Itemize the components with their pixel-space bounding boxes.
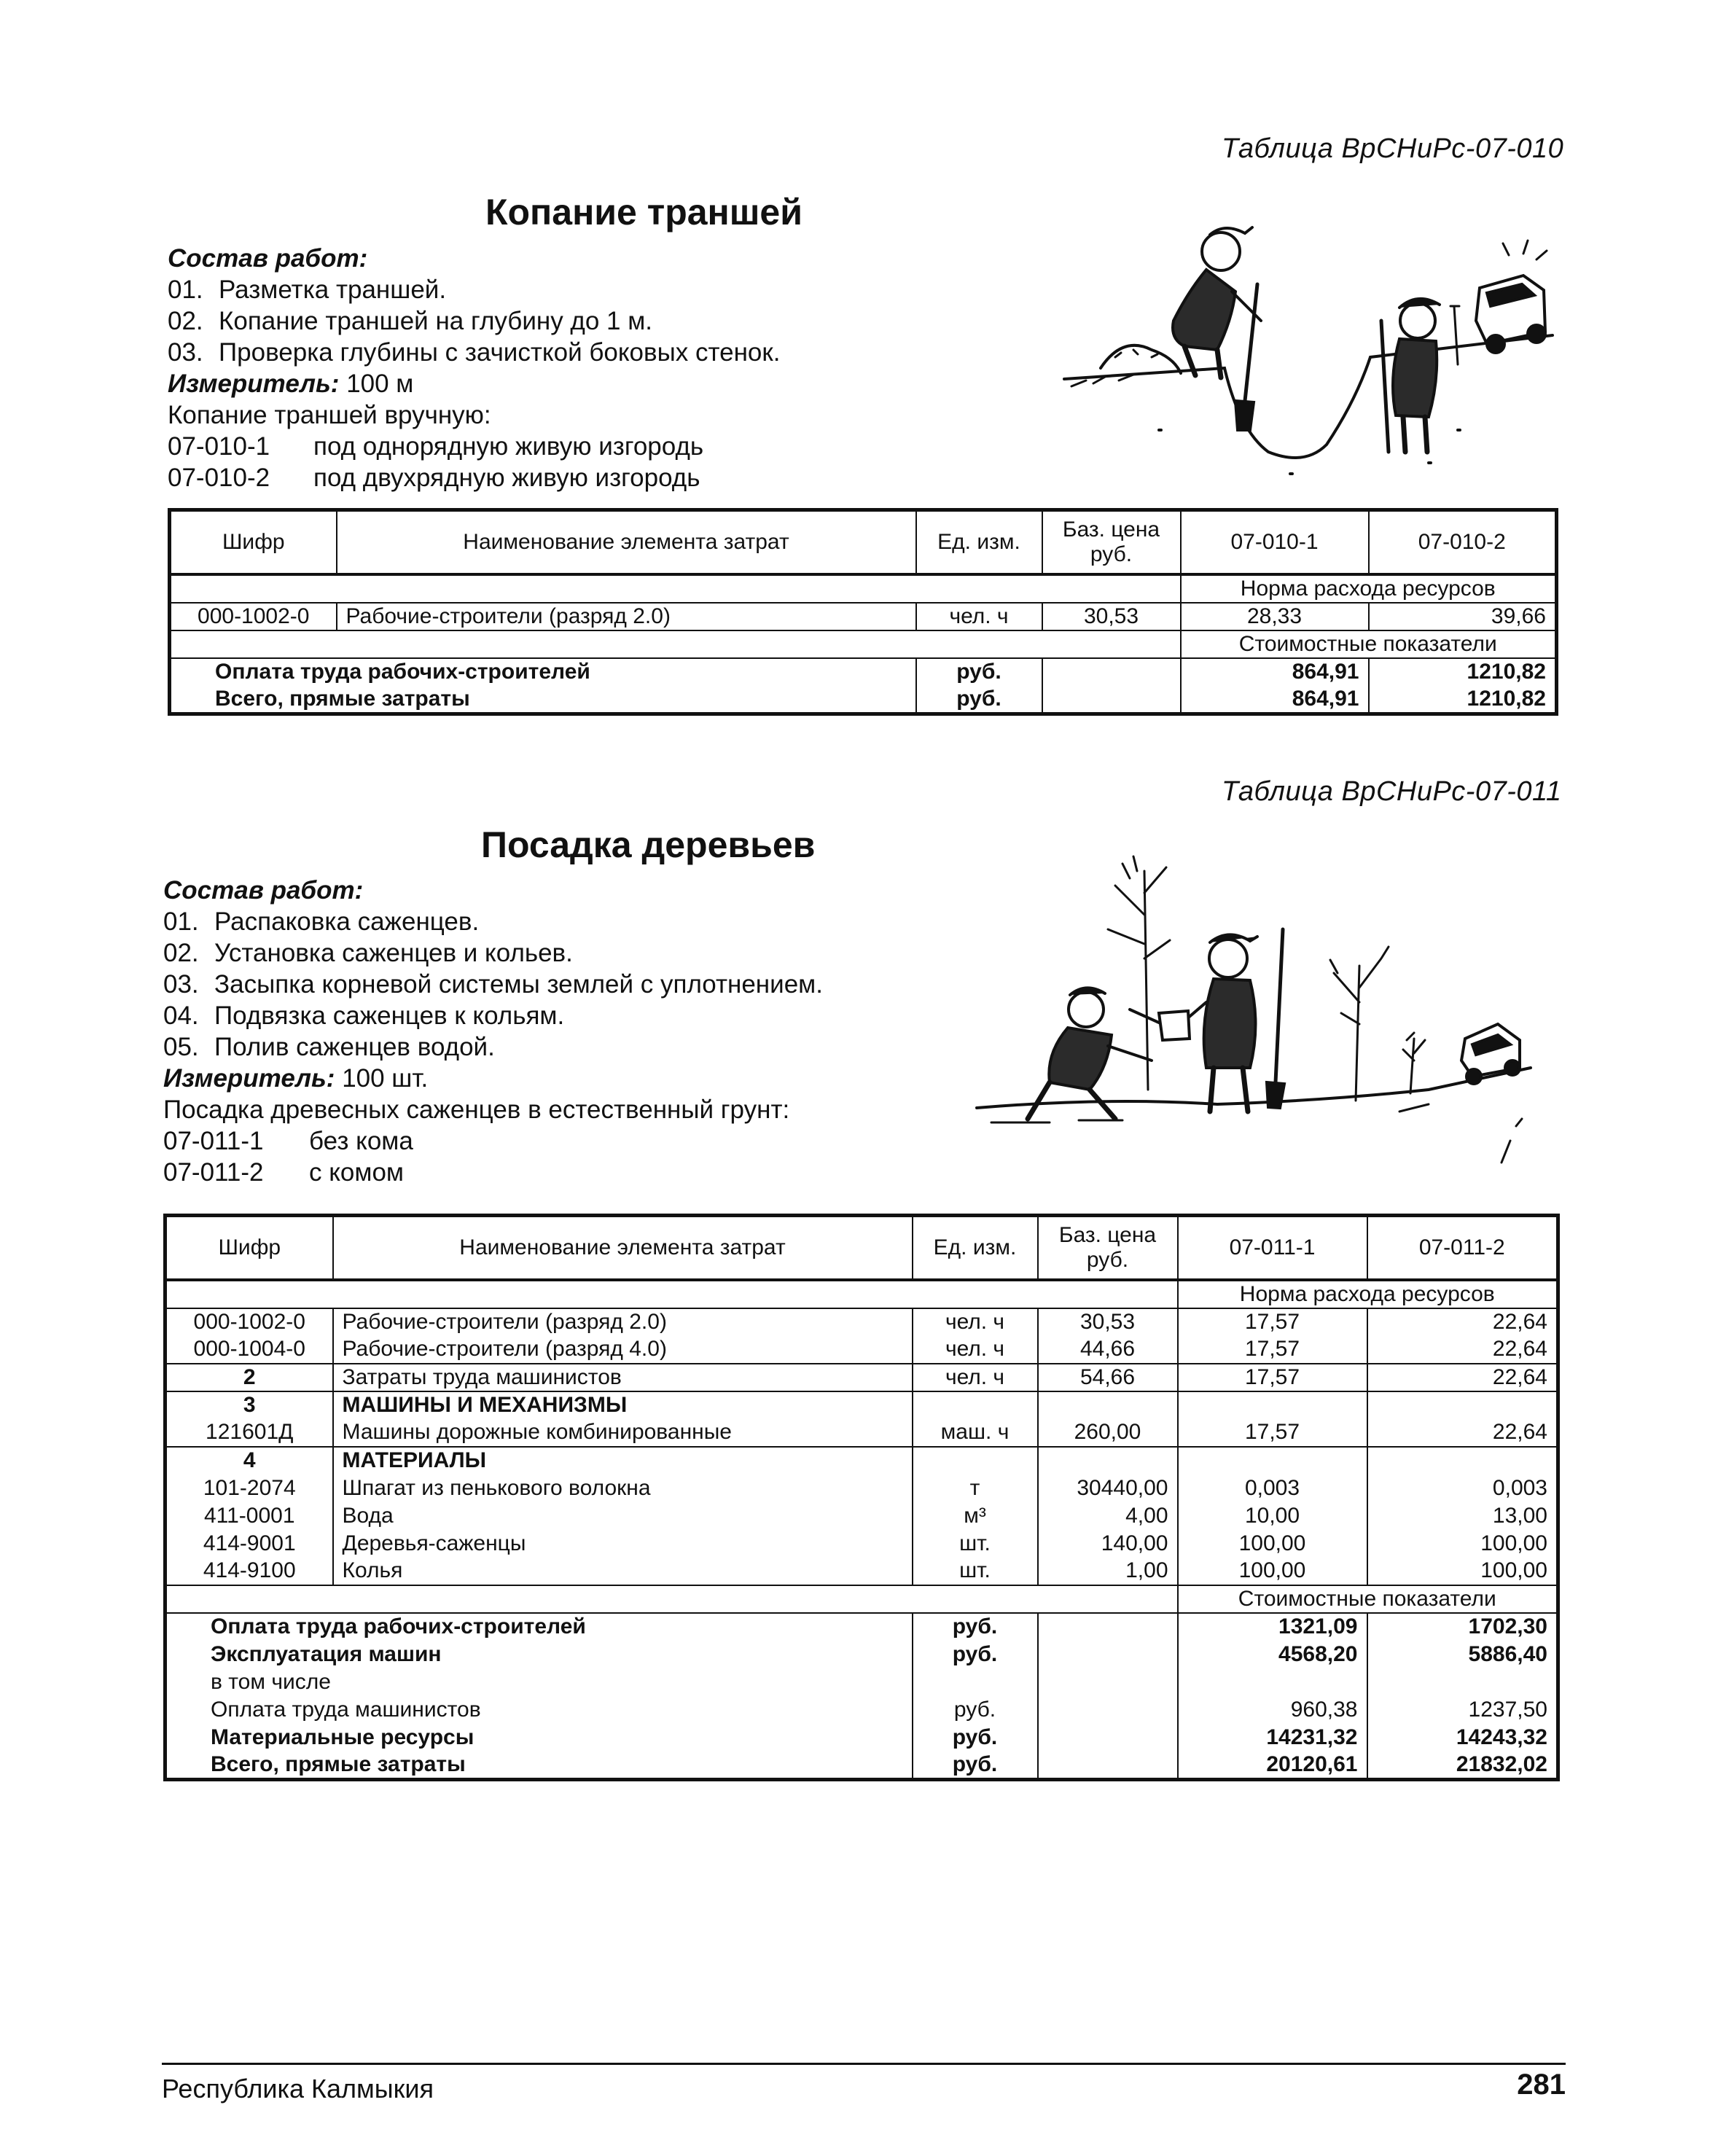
cell-value-1: 100,00 — [1178, 1530, 1367, 1558]
table-row — [165, 1558, 1558, 1585]
total-value-1: 20120,61 — [1178, 1751, 1367, 1780]
trench-digging-illustration — [1050, 211, 1560, 488]
cell-value-2: 22,64 — [1367, 1308, 1558, 1336]
cell-unit: т — [913, 1475, 1038, 1502]
resource-table — [163, 1214, 1560, 1781]
step-number: 02. — [168, 307, 203, 335]
step-number: 02. — [163, 939, 199, 967]
total-value-2: 1210,82 — [1369, 658, 1557, 686]
resource-table — [168, 508, 1558, 716]
cell-name: Вода — [333, 1502, 913, 1530]
cell-unit: маш. ч — [913, 1419, 1038, 1447]
cell-price: 4,00 — [1038, 1502, 1178, 1530]
meter-value: 100 м — [346, 370, 414, 398]
tree-planting-illustration — [962, 849, 1560, 1184]
cell-price: 140,00 — [1038, 1530, 1178, 1558]
header-variant-1: 07-011-1 — [1178, 1216, 1367, 1280]
cell-name: МАШИНЫ И МЕХАНИЗМЫ — [333, 1391, 913, 1419]
cell-price — [1038, 1391, 1178, 1419]
cell-value-1: 17,57 — [1178, 1364, 1367, 1391]
total-value-1: 4568,20 — [1178, 1641, 1367, 1668]
section-label-row — [170, 574, 1557, 603]
cell-name: Рабочие-строители (разряд 2.0) — [337, 603, 916, 630]
cell-unit: чел. ч — [913, 1336, 1038, 1364]
cell-unit — [913, 1391, 1038, 1419]
cell-value-2: 0,003 — [1367, 1475, 1558, 1502]
total-row — [165, 1668, 1558, 1696]
table-row — [165, 1447, 1558, 1475]
total-name: Оплата труда рабочих-строителей — [170, 658, 916, 686]
total-unit: руб. — [916, 686, 1042, 714]
total-unit: руб. — [913, 1641, 1038, 1668]
total-name: Оплата труда машинистов — [165, 1696, 913, 1724]
cell-value-2: 13,00 — [1367, 1502, 1558, 1530]
composition-label: Состав работ: — [163, 876, 364, 905]
total-name: Всего, прямые затраты — [170, 686, 916, 714]
cell-code: 000-1002-0 — [165, 1308, 333, 1336]
cell-code: 121601Д — [165, 1419, 333, 1447]
total-unit: руб. — [916, 658, 1042, 686]
cell-value-2: 22,64 — [1367, 1364, 1558, 1391]
variant-code: 07-010-1 — [168, 432, 270, 461]
cell-name: Рабочие-строители (разряд 2.0) — [333, 1308, 913, 1336]
table-row — [170, 603, 1557, 630]
cell-value-1: 0,003 — [1178, 1475, 1367, 1502]
work-step — [168, 305, 780, 337]
work-step — [168, 274, 780, 305]
total-unit — [913, 1668, 1038, 1696]
cell-name: Колья — [333, 1558, 913, 1585]
norm-label: Норма расхода ресурсов — [1181, 574, 1557, 603]
work-description — [168, 243, 780, 493]
cell-unit: чел. ч — [913, 1364, 1038, 1391]
work-step — [163, 1031, 823, 1063]
page-number: 281 — [1517, 2069, 1566, 2101]
variant — [163, 1157, 823, 1188]
total-value-1: 14231,32 — [1178, 1724, 1367, 1751]
cell-value-1 — [1178, 1447, 1367, 1475]
cell-code: 4 — [165, 1447, 333, 1475]
footer-region: Республика Калмыкия — [162, 2074, 434, 2104]
table-row — [165, 1336, 1558, 1364]
variant — [168, 431, 780, 462]
step-number: 05. — [163, 1033, 199, 1061]
cell-price: 260,00 — [1038, 1419, 1178, 1447]
cell-name: Машины дорожные комбинированные — [333, 1419, 913, 1447]
total-value-2: 14243,32 — [1367, 1724, 1558, 1751]
cell-unit: чел. ч — [916, 603, 1042, 630]
header-code: Шифр — [165, 1216, 333, 1280]
total-unit: руб. — [913, 1751, 1038, 1780]
table-row — [165, 1475, 1558, 1502]
variant-text: без кома — [309, 1127, 413, 1155]
step-text: Проверка глубины с зачисткой боковых стенок. — [219, 338, 781, 367]
section-label-row — [165, 1280, 1558, 1308]
total-name: Эксплуатация машин — [165, 1641, 913, 1668]
cell-value-2: 100,00 — [1367, 1558, 1558, 1585]
total-name: Оплата труда рабочих-строителей — [165, 1613, 913, 1641]
step-text: Подвязка саженцев к кольям. — [214, 1001, 565, 1030]
cell-unit: шт. — [913, 1558, 1038, 1585]
composition-label: Состав работ: — [168, 244, 368, 273]
step-text: Копание траншей на глубину до 1 м. — [219, 307, 653, 335]
work-step — [168, 337, 780, 368]
cost-label: Стоимостные показатели — [1178, 1585, 1558, 1613]
total-row — [170, 658, 1557, 686]
section-title: Копание траншей — [485, 192, 803, 233]
cell-value-2: 22,64 — [1367, 1336, 1558, 1364]
total-row — [170, 686, 1557, 714]
header-name: Наименование элемента затрат — [337, 510, 916, 574]
step-text: Разметка траншей. — [219, 276, 447, 304]
work-intro: Посадка древесных саженцев в естественный грунт: — [163, 1095, 790, 1124]
work-step — [163, 969, 823, 1000]
section-label-row — [165, 1585, 1558, 1613]
total-value-2: 5886,40 — [1367, 1641, 1558, 1668]
cell-price: 54,66 — [1038, 1364, 1178, 1391]
header-unit: Ед. изм. — [916, 510, 1042, 574]
cell-value-1: 28,33 — [1181, 603, 1369, 630]
work-description — [163, 875, 823, 1188]
cell-code: 000-1002-0 — [170, 603, 337, 630]
variant-code: 07-010-2 — [168, 464, 270, 492]
meter-label: Измеритель: — [163, 1064, 335, 1093]
cell-value-1: 100,00 — [1178, 1558, 1367, 1585]
cell-price: 1,00 — [1038, 1558, 1178, 1585]
cell-unit: м³ — [913, 1502, 1038, 1530]
cell-unit — [913, 1447, 1038, 1475]
cell-price: 30440,00 — [1038, 1475, 1178, 1502]
cell-code: 414-9100 — [165, 1558, 333, 1585]
header-base-price: Баз. цена руб. — [1038, 1216, 1178, 1280]
total-name: Материальные ресурсы — [165, 1724, 913, 1751]
total-row — [165, 1696, 1558, 1724]
cell-code: 101-2074 — [165, 1475, 333, 1502]
cell-code: 411-0001 — [165, 1502, 333, 1530]
meter-value: 100 шт. — [342, 1064, 429, 1093]
total-unit: руб. — [913, 1696, 1038, 1724]
footer-divider — [162, 2063, 1566, 2065]
total-unit: руб. — [913, 1613, 1038, 1641]
variant-text: с комом — [309, 1158, 404, 1187]
cell-value-1 — [1178, 1391, 1367, 1419]
cell-value-1: 17,57 — [1178, 1419, 1367, 1447]
table-reference: Таблица ВрСНиРс-07-011 — [1222, 776, 1562, 807]
norm-label: Норма расхода ресурсов — [1178, 1280, 1558, 1308]
total-value-1: 864,91 — [1181, 658, 1369, 686]
cell-value-2: 39,66 — [1369, 603, 1557, 630]
total-row — [165, 1613, 1558, 1641]
step-text: Распаковка саженцев. — [214, 907, 480, 936]
cell-price: 30,53 — [1042, 603, 1181, 630]
work-step — [163, 937, 823, 969]
table-row — [165, 1308, 1558, 1336]
header-variant-1: 07-010-1 — [1181, 510, 1369, 574]
total-value-1: 1321,09 — [1178, 1613, 1367, 1641]
total-value-2: 1210,82 — [1369, 686, 1557, 714]
work-intro: Копание траншей вручную: — [168, 401, 491, 429]
cell-price: 44,66 — [1038, 1336, 1178, 1364]
cell-name: Рабочие-строители (разряд 4.0) — [333, 1336, 913, 1364]
total-row — [165, 1751, 1558, 1780]
total-value-2: 1237,50 — [1367, 1696, 1558, 1724]
cell-value-1: 17,57 — [1178, 1308, 1367, 1336]
total-name: в том числе — [165, 1668, 913, 1696]
total-value-1: 960,38 — [1178, 1696, 1367, 1724]
cell-price: 30,53 — [1038, 1308, 1178, 1336]
header-variant-2: 07-011-2 — [1367, 1216, 1558, 1280]
header-variant-2: 07-010-2 — [1369, 510, 1557, 574]
header-unit: Ед. изм. — [913, 1216, 1038, 1280]
total-value-2: 21832,02 — [1367, 1751, 1558, 1780]
step-number: 01. — [168, 276, 203, 304]
step-text: Засыпка корневой системы землей с уплотнением. — [214, 970, 823, 999]
cell-value-1: 10,00 — [1178, 1502, 1367, 1530]
table-header-row — [170, 510, 1557, 574]
cell-price — [1038, 1447, 1178, 1475]
work-step — [163, 906, 823, 937]
total-row — [165, 1724, 1558, 1751]
total-unit: руб. — [913, 1724, 1038, 1751]
cost-label: Стоимостные показатели — [1181, 630, 1557, 658]
step-number: 03. — [168, 338, 203, 367]
table-reference: Таблица ВрСНиРс-07-010 — [1222, 133, 1564, 164]
total-value-1: 864,91 — [1181, 686, 1369, 714]
work-step — [163, 1000, 823, 1031]
cell-value-2: 100,00 — [1367, 1530, 1558, 1558]
variant — [163, 1125, 823, 1157]
cell-value-2 — [1367, 1391, 1558, 1419]
variant-text: под однорядную живую изгородь — [313, 432, 704, 461]
variant-code: 07-011-2 — [163, 1158, 264, 1187]
cell-code: 2 — [165, 1364, 333, 1391]
table-row — [165, 1419, 1558, 1447]
header-base-price: Баз. цена руб. — [1042, 510, 1181, 574]
step-text: Полив саженцев водой. — [214, 1033, 495, 1061]
cell-code: 000-1004-0 — [165, 1336, 333, 1364]
variant-text: под двухрядную живую изгородь — [313, 464, 700, 492]
header-name: Наименование элемента затрат — [333, 1216, 913, 1280]
cell-name: МАТЕРИАЛЫ — [333, 1447, 913, 1475]
variant-code: 07-011-1 — [163, 1127, 264, 1155]
cell-unit: чел. ч — [913, 1308, 1038, 1336]
total-value-1 — [1178, 1668, 1367, 1696]
cell-code: 414-9001 — [165, 1530, 333, 1558]
total-name: Всего, прямые затраты — [165, 1751, 913, 1780]
section-title: Посадка деревьев — [481, 824, 816, 865]
table-row — [165, 1364, 1558, 1391]
cell-name: Затраты труда машинистов — [333, 1364, 913, 1391]
total-value-2: 1702,30 — [1367, 1613, 1558, 1641]
cell-value-1: 17,57 — [1178, 1336, 1367, 1364]
step-number: 01. — [163, 907, 199, 936]
variant — [168, 462, 780, 493]
cell-unit: шт. — [913, 1530, 1038, 1558]
table-row — [165, 1530, 1558, 1558]
cell-name: Шпагат из пенькового волокна — [333, 1475, 913, 1502]
cell-value-2: 22,64 — [1367, 1419, 1558, 1447]
table-header-row — [165, 1216, 1558, 1280]
table-row — [165, 1391, 1558, 1419]
cell-name: Деревья-саженцы — [333, 1530, 913, 1558]
step-number: 04. — [163, 1001, 199, 1030]
cell-code: 3 — [165, 1391, 333, 1419]
step-number: 03. — [163, 970, 199, 999]
section-label-row — [170, 630, 1557, 658]
header-code: Шифр — [170, 510, 337, 574]
total-row — [165, 1641, 1558, 1668]
total-value-2 — [1367, 1668, 1558, 1696]
meter-label: Измеритель: — [168, 370, 340, 398]
table-row — [165, 1502, 1558, 1530]
cell-value-2 — [1367, 1447, 1558, 1475]
step-text: Установка саженцев и кольев. — [214, 939, 573, 967]
